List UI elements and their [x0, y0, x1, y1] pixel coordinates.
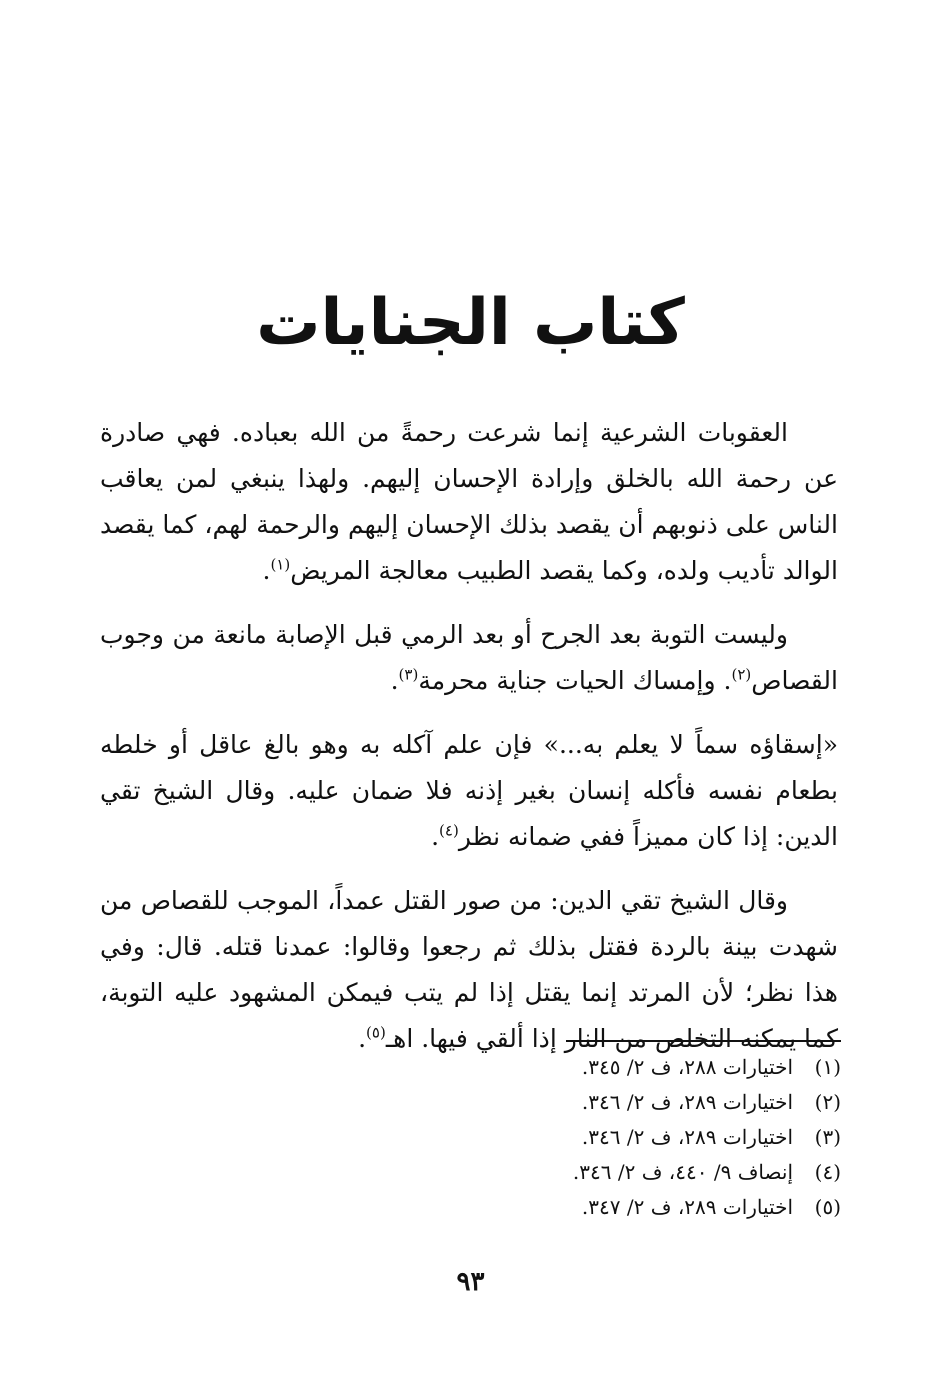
- paragraph-text: وليست التوبة بعد الجرح أو بعد الرمي قبل الإصابة مانعة من وجوب القصاص: [100, 620, 838, 695]
- paragraph-text: .: [431, 822, 440, 851]
- footnote-number: (٣): [814, 1125, 841, 1149]
- footnote-item: [341, 1050, 841, 1085]
- footnote-text: اختيارات ٢٨٩، ف ٢/ ٣٤٧.: [581, 1195, 793, 1219]
- footnote-item: [341, 1190, 841, 1225]
- footnote-text: اختيارات ٢٨٨، ف ٢/ ٣٤٥.: [581, 1055, 793, 1079]
- paragraph-text: العقوبات الشرعية إنما شرعت رحمةً من الله بعباده. فهي صادرة عن رحمة الله بالخلق وإرادة الإحسان إليهم. ولهذا ينبغي لمن يعاقب الناس على ذنوبهم أن يقصد بذلك الإحسان إليهم والرحمة لهم، كما يقصد الوالد تأديب ولده، وكما يقصد الطبيب معالجة المريض: [100, 418, 838, 585]
- chapter-title: كتاب الجنايات: [256, 286, 685, 360]
- paragraph-text: وقال الشيخ تقي الدين: من صور القتل عمداً، الموجب للقصاص من شهدت بينة بالردة فقتل بذلك ثم رجعوا وقالوا: عمدنا قتله. قال: وفي هذا نظر؛ لأن المرتد إنما يقتل إذا لم يتب فيمكن المشهود عليه التوبة، كما يمكنه التخلص من النار إذا ألقي فيها. اهـ: [100, 886, 838, 1053]
- footnote-marker: (٤): [439, 821, 459, 840]
- paragraph-text: . وإمساك الحيات جناية محرمة: [418, 666, 732, 695]
- paragraph: [100, 722, 838, 860]
- footnote-marker: (٢): [731, 665, 752, 684]
- footnote-item: [341, 1085, 841, 1120]
- paragraph-text: «إسقاؤه سماً لا يعلم به...» فإن علم آكله به وهو بالغ عاقل أو خلطه بطعام نفسه فأكله إنسان بغير إذنه فلا ضمان عليه. وقال الشيخ تقي الدين: إذا كان مميزاً ففي ضمانه نظر: [100, 730, 838, 851]
- footnote-separator: [566, 1040, 841, 1042]
- footnote-number: (٢): [814, 1090, 841, 1114]
- paragraph: [100, 612, 838, 704]
- main-text: [100, 410, 838, 1080]
- footnote-marker: (٥): [366, 1023, 386, 1042]
- footnote-number: (١): [814, 1055, 841, 1079]
- footnote-item: [341, 1155, 841, 1190]
- footnote-marker: (٣): [398, 665, 419, 684]
- footnote-marker: (١): [270, 555, 291, 574]
- footnote-text: إنصاف ٩/ ٤٤٠، ف ٢/ ٣٤٦.: [572, 1160, 793, 1184]
- page-number: ٩٣: [456, 1267, 485, 1297]
- footnote-number: (٥): [814, 1195, 841, 1219]
- paragraph-text: .: [262, 556, 271, 585]
- footnote-text: اختيارات ٢٨٩، ف ٢/ ٣٤٦.: [581, 1090, 793, 1114]
- footnote-text: اختيارات ٢٨٩، ف ٢/ ٣٤٦.: [581, 1125, 793, 1149]
- paragraph-text: .: [390, 666, 399, 695]
- footnote-number: (٤): [814, 1160, 841, 1184]
- footnotes: [341, 1050, 841, 1225]
- paragraph: [100, 878, 838, 1062]
- paragraph: [100, 410, 838, 594]
- paragraph-text: .: [358, 1024, 367, 1053]
- footnote-item: [341, 1120, 841, 1155]
